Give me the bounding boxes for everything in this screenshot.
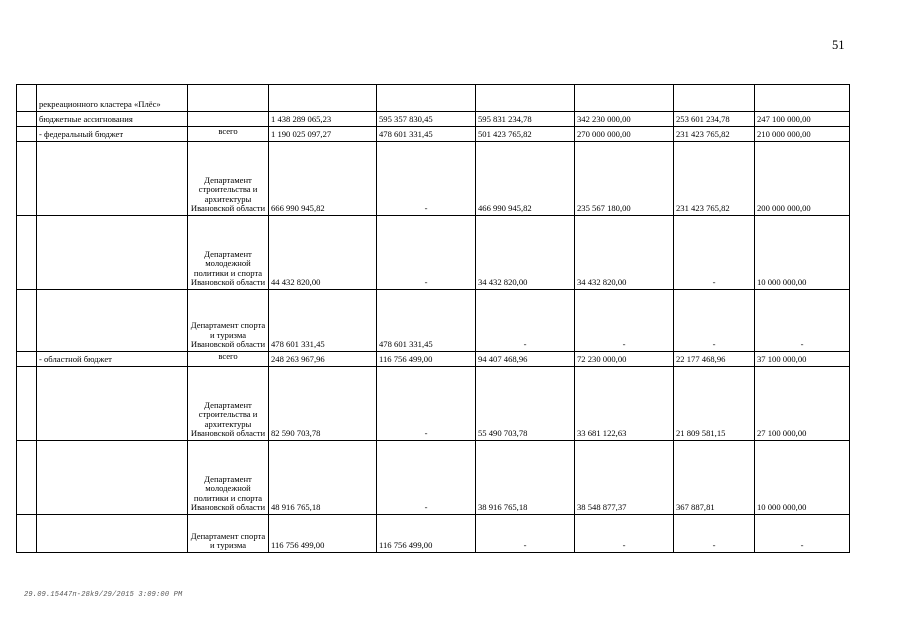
table-row: [17, 142, 850, 216]
value-cell: 38 916 765,18: [476, 441, 575, 515]
table-row: [17, 216, 850, 290]
value-cell: -: [377, 441, 476, 515]
value-cell: 466 990 945,82: [476, 142, 575, 216]
value-cell: 44 432 820,00: [269, 216, 377, 290]
value-cell: -: [674, 216, 755, 290]
value-cell: 270 000 000,00: [575, 127, 674, 142]
table-row: [17, 112, 850, 127]
value-cell: 10 000 000,00: [755, 216, 850, 290]
value-cell: -: [674, 290, 755, 352]
value-cell: -: [377, 216, 476, 290]
value-cell: -: [755, 290, 850, 352]
value-cell: 595 831 234,78: [476, 112, 575, 127]
value-cell: 22 177 468,96: [674, 352, 755, 367]
responsible-cell: всего: [188, 352, 269, 367]
value-cell: 116 756 499,00: [377, 515, 476, 553]
table-cell: [17, 85, 37, 112]
table-row: [17, 290, 850, 352]
value-cell: 1 190 025 097,27: [269, 127, 377, 142]
page-number: 51: [832, 38, 845, 52]
row-name-cell: - федеральный бюджет: [37, 127, 188, 142]
value-cell: 231 423 765,82: [674, 142, 755, 216]
value-cell: 72 230 000,00: [575, 352, 674, 367]
value-cell: -: [674, 515, 755, 553]
value-cell: 116 756 499,00: [377, 352, 476, 367]
value-cell: 478 601 331,45: [377, 127, 476, 142]
value-cell: -: [476, 290, 575, 352]
value-cell: 501 423 765,82: [476, 127, 575, 142]
value-cell: -: [575, 515, 674, 553]
value-cell: 94 407 468,96: [476, 352, 575, 367]
value-cell: 10 000 000,00: [755, 441, 850, 515]
responsible-cell: Департамент строительства и архитектуры Ивановской области: [188, 142, 269, 216]
value-cell: 27 100 000,00: [755, 367, 850, 441]
value-cell: 116 756 499,00: [269, 515, 377, 553]
value-cell: 247 100 000,00: [755, 112, 850, 127]
value-cell: 478 601 331,45: [377, 290, 476, 352]
value-cell: 595 357 830,45: [377, 112, 476, 127]
value-cell: 253 601 234,78: [674, 112, 755, 127]
table-row: [17, 85, 850, 112]
responsible-cell: Департамент спорта и туризма: [188, 515, 269, 553]
responsible-cell: Департамент молодежной политики и спорта Ивановской области: [188, 441, 269, 515]
value-cell: -: [476, 515, 575, 553]
value-cell: 342 230 000,00: [575, 112, 674, 127]
value-cell: -: [575, 290, 674, 352]
value-cell: 38 548 877,37: [575, 441, 674, 515]
responsible-cell: Департамент спорта и туризма Ивановской области: [188, 290, 269, 352]
value-cell: 48 916 765,18: [269, 441, 377, 515]
row-name-cell: бюджетные ассигнования: [37, 112, 188, 127]
value-cell: 210 000 000,00: [755, 127, 850, 142]
responsible-cell: Департамент молодежной политики и спорта Ивановской области: [188, 216, 269, 290]
value-cell: 248 263 967,96: [269, 352, 377, 367]
value-cell: -: [377, 367, 476, 441]
value-cell: 37 100 000,00: [755, 352, 850, 367]
value-cell: 235 567 180,00: [575, 142, 674, 216]
responsible-cell: всего: [188, 127, 269, 142]
value-cell: 33 681 122,63: [575, 367, 674, 441]
value-cell: 34 432 820,00: [575, 216, 674, 290]
value-cell: 200 000 000,00: [755, 142, 850, 216]
value-cell: 1 438 289 065,23: [269, 112, 377, 127]
document-footer: 29.09.15447п-28k9/29/2015 3:09:00 PM: [24, 591, 183, 599]
value-cell: 21 809 581,15: [674, 367, 755, 441]
value-cell: 34 432 820,00: [476, 216, 575, 290]
table-row: [17, 127, 850, 142]
value-cell: -: [377, 142, 476, 216]
table-row: [17, 441, 850, 515]
value-cell: 367 887,81: [674, 441, 755, 515]
value-cell: -: [755, 515, 850, 553]
table-row: [17, 352, 850, 367]
responsible-cell: Департамент строительства и архитектуры Ивановской области: [188, 367, 269, 441]
value-cell: 82 590 703,78: [269, 367, 377, 441]
row-name-cell: рекреационного кластера «Плёс»: [37, 85, 188, 112]
budget-table: [16, 84, 850, 553]
row-name-cell: - областной бюджет: [37, 352, 188, 367]
table-row: [17, 515, 850, 553]
value-cell: 666 990 945,82: [269, 142, 377, 216]
value-cell: 55 490 703,78: [476, 367, 575, 441]
value-cell: 478 601 331,45: [269, 290, 377, 352]
value-cell: 231 423 765,82: [674, 127, 755, 142]
table-row: [17, 367, 850, 441]
